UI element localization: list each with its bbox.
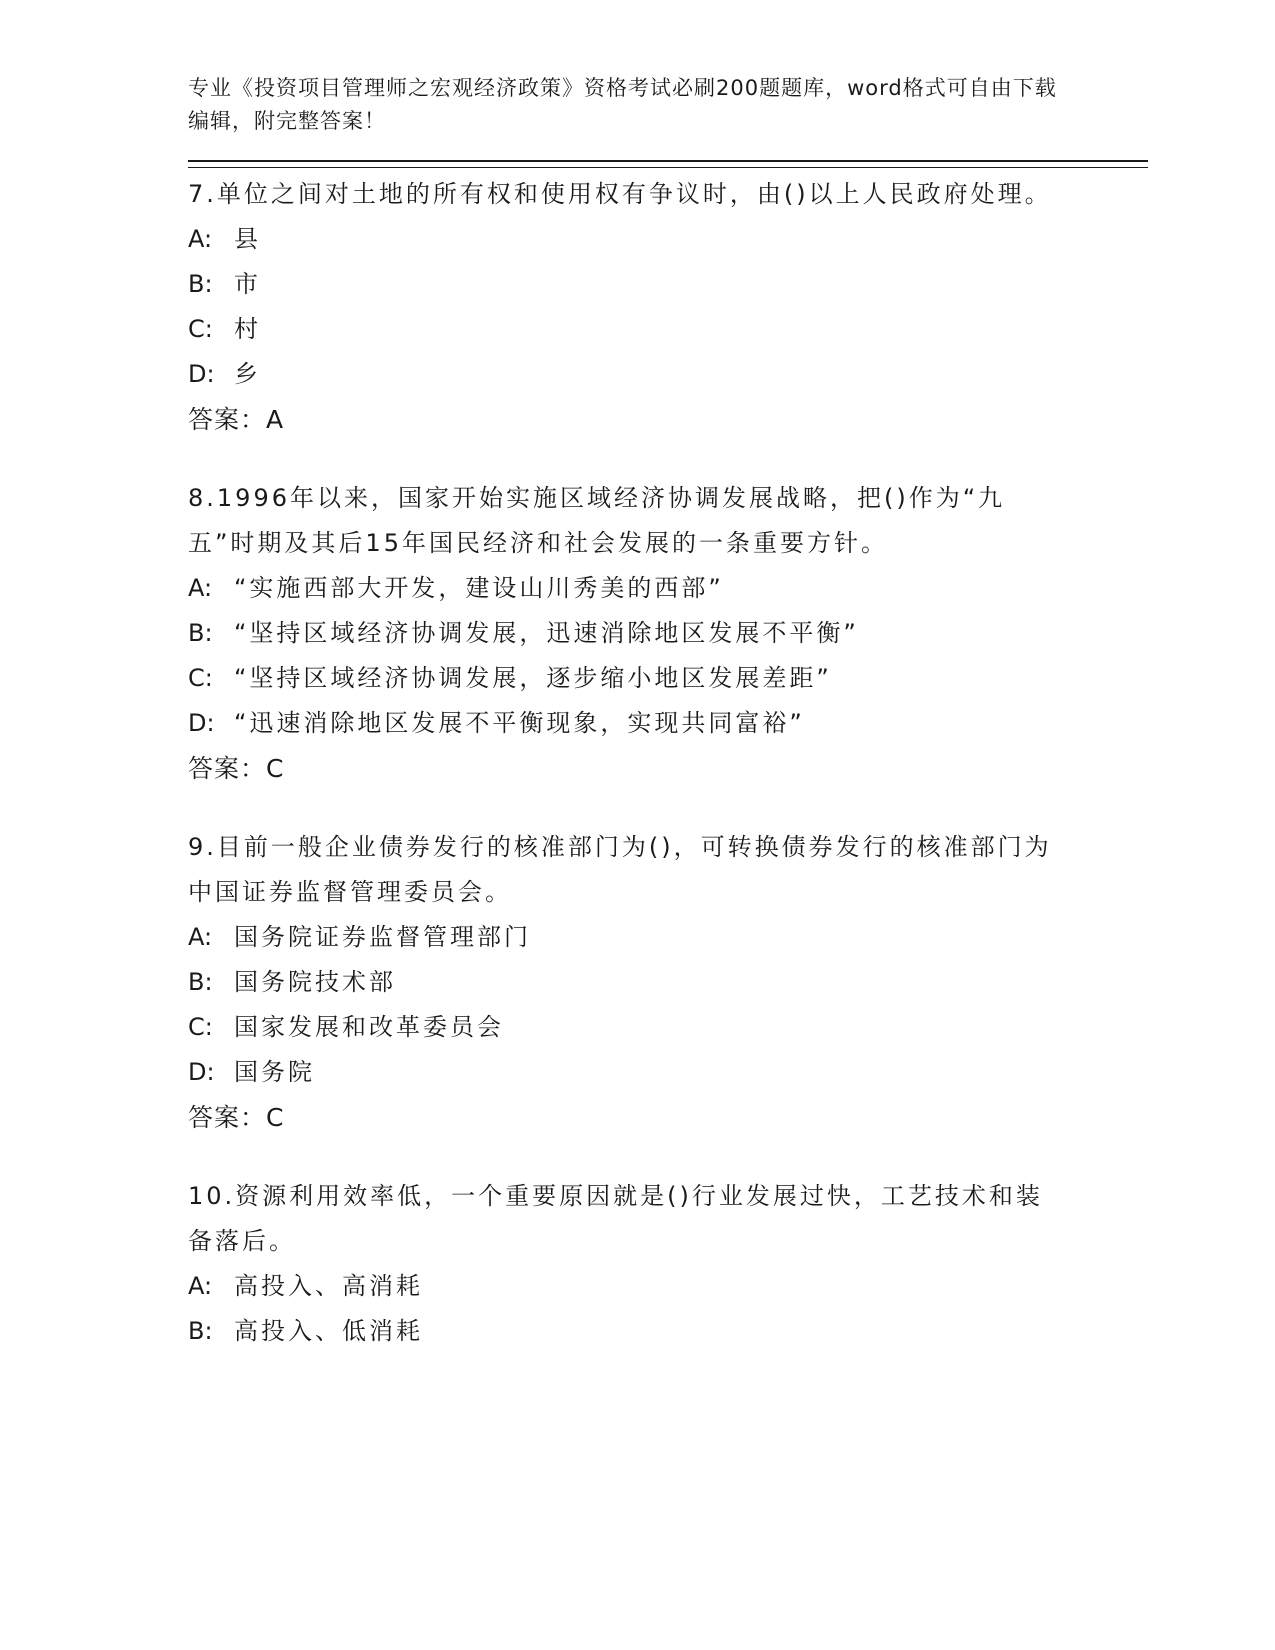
answer-line: 答案：C <box>188 1103 285 1132</box>
option-key: B: <box>188 968 213 996</box>
option-text: 市 <box>234 270 261 298</box>
option-text: 国务院证券监督管理部门 <box>234 923 531 951</box>
option-text: 村 <box>234 315 261 343</box>
option-a <box>188 217 1148 262</box>
option-a <box>188 1264 1148 1309</box>
option-key: C: <box>188 664 213 692</box>
option-key: B: <box>188 619 213 647</box>
option-key: B: <box>188 1317 213 1345</box>
option-text: “实施西部大开发，建设山川秀美的西部” <box>234 574 724 602</box>
option-c <box>188 307 1148 352</box>
option-text: 国务院 <box>234 1058 315 1086</box>
question-stem: 7.单位之间对土地的所有权和使用权有争议时，由()以上人民政府处理。 <box>188 180 1052 208</box>
answer-line: 答案：C <box>188 754 285 783</box>
question-stem: 8.1996年以来，国家开始实施区域经济协调发展战略，把()作为“九五”时期及其后15年国民经济和社会发展的一条重要方针。 <box>188 484 1006 557</box>
option-text: 县 <box>234 225 261 253</box>
question-stem: 10.资源利用效率低，一个重要原因就是()行业发展过快，工艺技术和装备落后。 <box>188 1182 1043 1255</box>
option-a <box>188 915 1148 960</box>
option-c <box>188 656 1148 701</box>
option-key: D: <box>188 1058 215 1086</box>
option-b <box>188 960 1148 1005</box>
header-divider <box>188 160 1148 168</box>
option-text: 国家发展和改革委员会 <box>234 1013 504 1041</box>
option-text: “迅速消除地区发展不平衡现象，实现共同富裕” <box>234 709 805 737</box>
question-item <box>188 1174 1148 1354</box>
question-item <box>188 476 1148 791</box>
option-key: D: <box>188 709 215 737</box>
option-d <box>188 1050 1148 1095</box>
option-b <box>188 262 1148 307</box>
option-text: 国务院技术部 <box>234 968 396 996</box>
option-b <box>188 611 1148 656</box>
option-key: B: <box>188 270 213 298</box>
question-list <box>188 172 1148 1354</box>
option-text: 高投入、高消耗 <box>234 1272 423 1300</box>
option-key: C: <box>188 315 213 343</box>
document-header: 专业《投资项目管理师之宏观经济政策》资格考试必刷200题题库，word格式可自由下载编辑，附完整答案！ <box>188 76 1057 133</box>
option-key: A: <box>188 1272 213 1300</box>
option-d <box>188 352 1148 397</box>
option-key: A: <box>188 923 213 951</box>
option-key: D: <box>188 360 215 388</box>
option-text: “坚持区域经济协调发展，迅速消除地区发展不平衡” <box>234 619 859 647</box>
question-item <box>188 172 1148 442</box>
option-text: 高投入、低消耗 <box>234 1317 423 1345</box>
option-d <box>188 701 1148 746</box>
option-text: “坚持区域经济协调发展，逐步缩小地区发展差距” <box>234 664 832 692</box>
question-stem: 9.目前一般企业债券发行的核准部门为()，可转换债券发行的核准部门为中国证券监督管理委员会。 <box>188 833 1052 906</box>
option-b <box>188 1309 1148 1354</box>
option-a <box>188 566 1148 611</box>
option-c <box>188 1005 1148 1050</box>
option-key: A: <box>188 225 213 253</box>
document-page <box>188 72 1148 1388</box>
question-item <box>188 825 1148 1140</box>
option-key: A: <box>188 574 213 602</box>
option-text: 乡 <box>234 360 261 388</box>
option-key: C: <box>188 1013 213 1041</box>
answer-line: 答案：A <box>188 405 285 434</box>
